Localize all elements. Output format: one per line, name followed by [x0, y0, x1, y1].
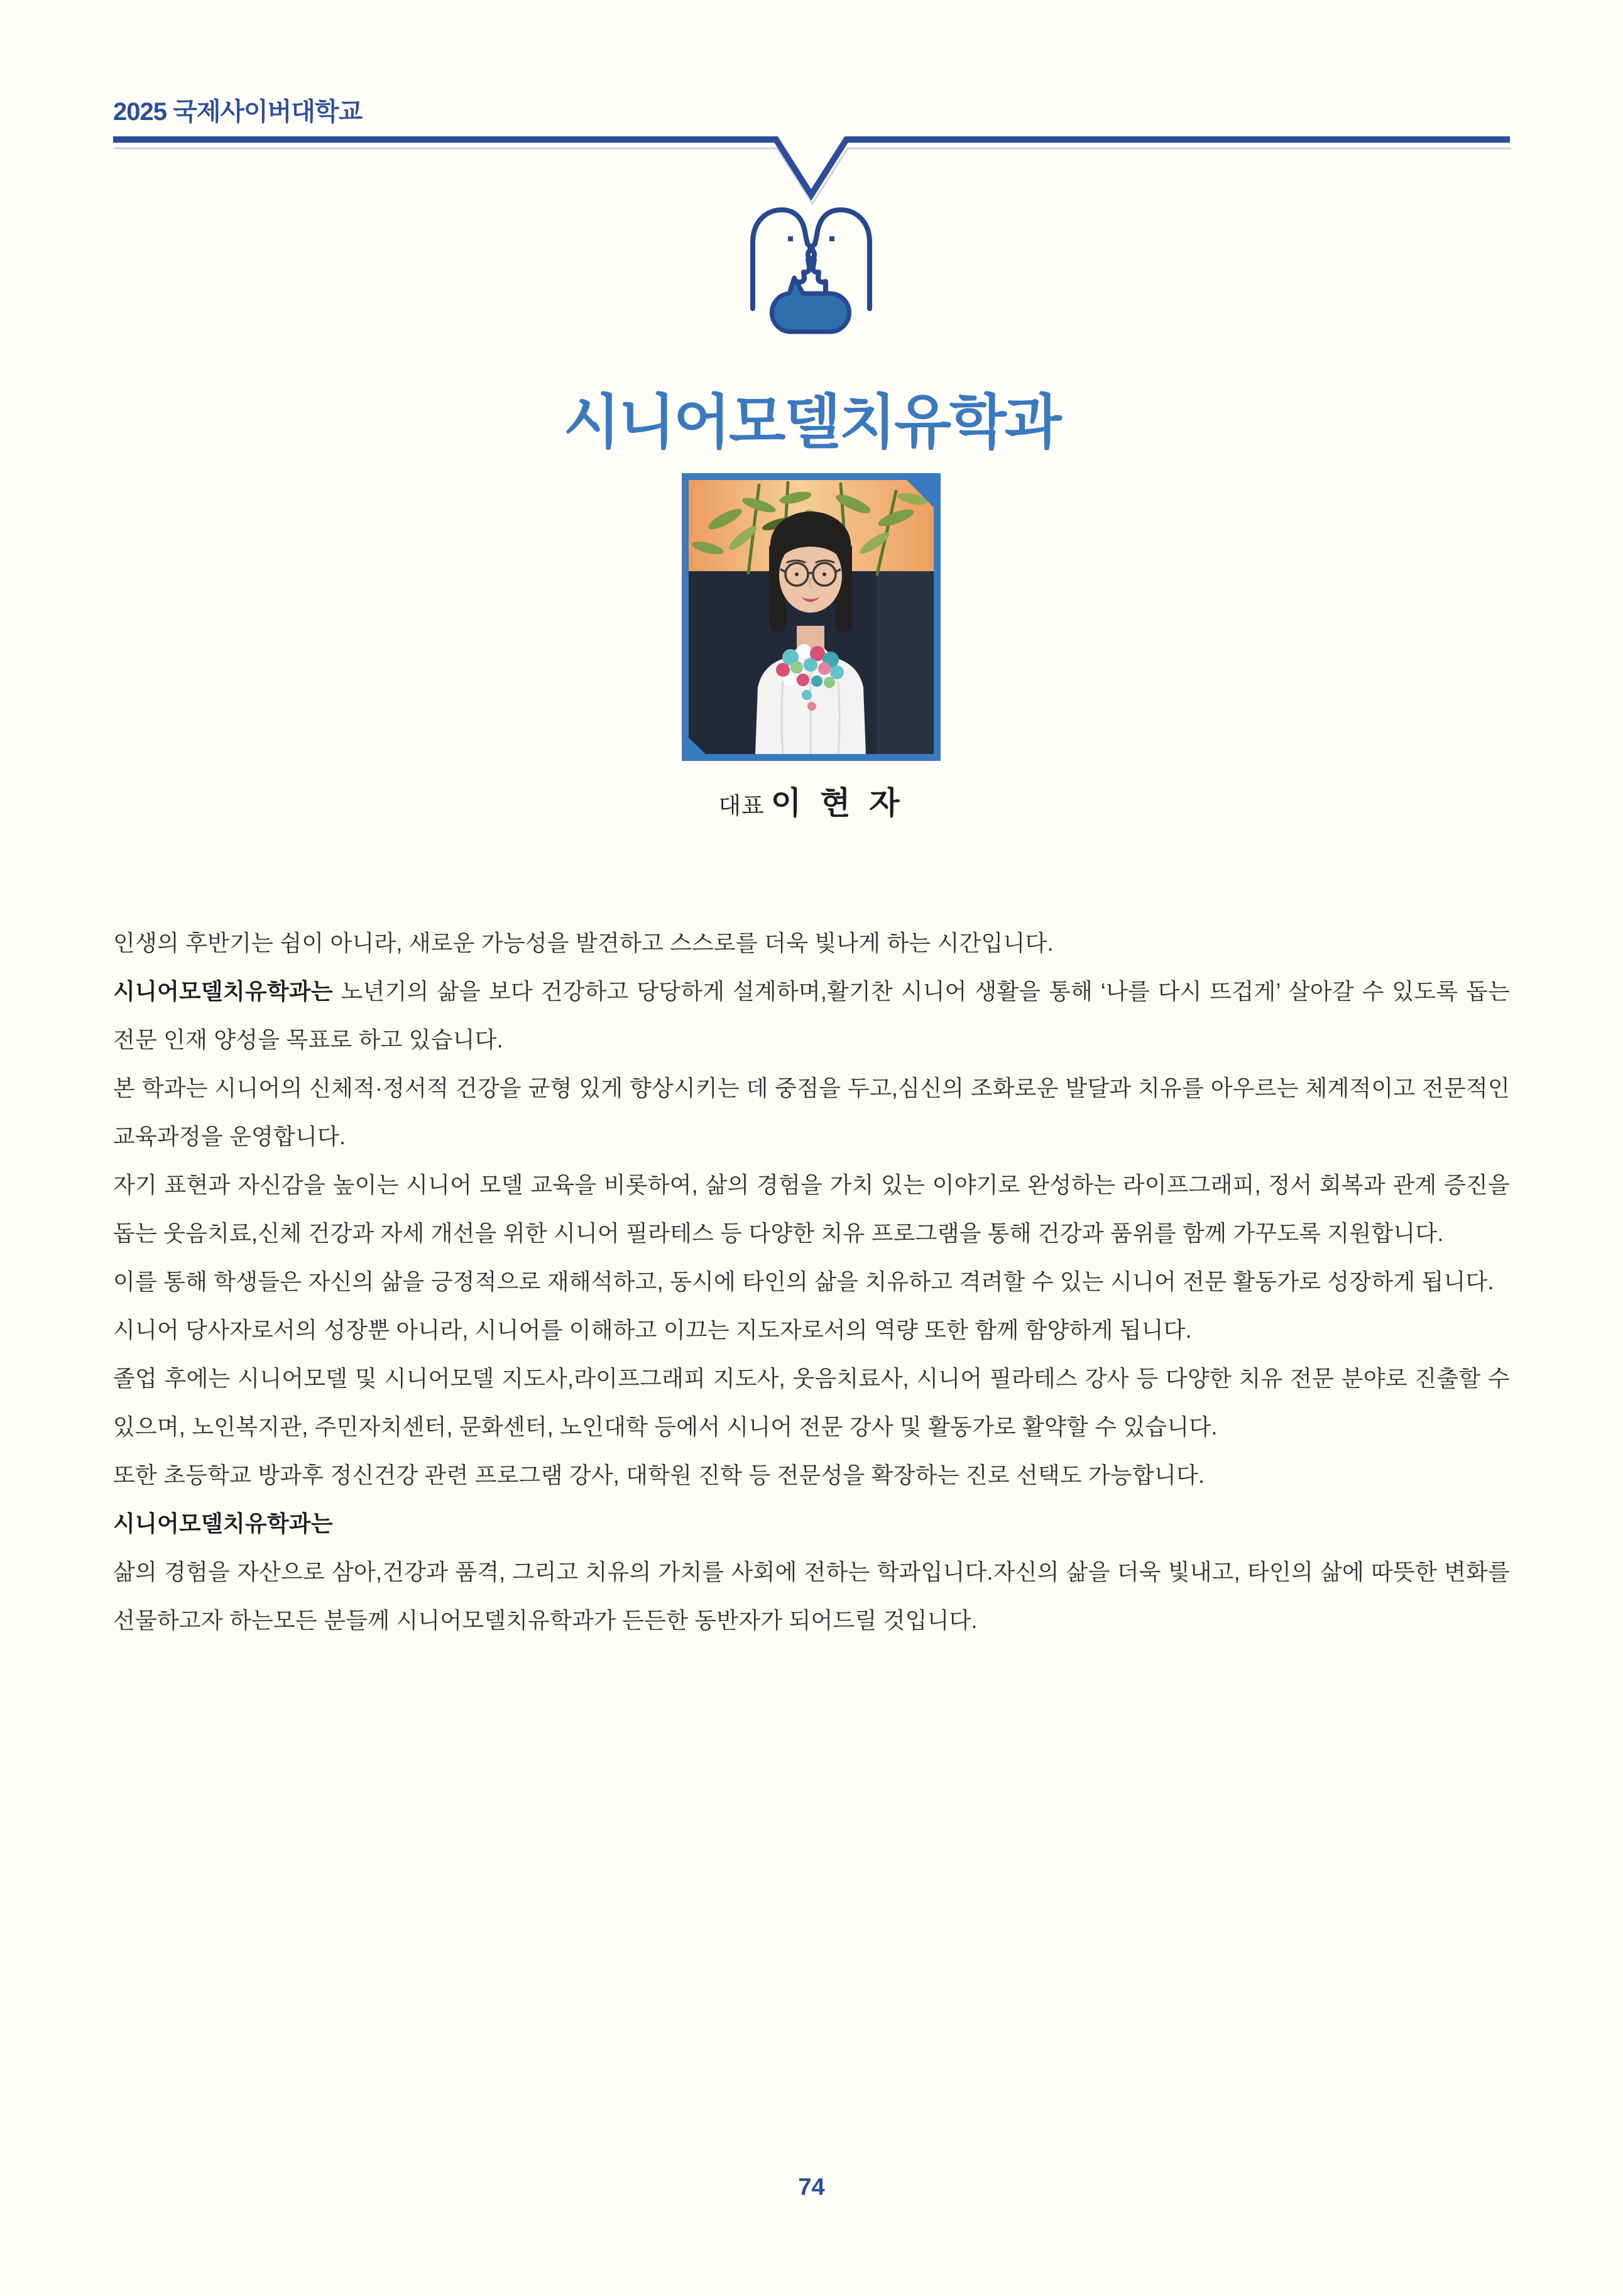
body-paragraph: 졸업 후에는 시니어모델 및 시니어모델 지도사,라이프그래피 지도사, 웃음치료사, 시니어 필라테스 강사 등 다양한 치유 전문 분야로 진출할 수 있으며, 노인복지관, 주민자치센터, 문화센터, 노인대학 등에서 시니어 전문 강사 및 활동가로 활약할 수 있습니다.: [113, 1365, 1510, 1440]
body-text: [113, 919, 1510, 1644]
body-paragraph: 본 학과는 시니어의 신체적·정서적 건강을 균형 있게 향상시키는 데 중점을 두고,심신의 조화로운 발달과 치유를 아우르는 체계적이고 전문적인 교육과정을 운영합니다.: [113, 1075, 1510, 1149]
body-paragraph: 자기 표현과 자신감을 높이는 시니어 모델 교육을 비롯하여, 삶의 경험을 가치 있는 이야기로 완성하는 라이프그래피, 정서 회복과 관계 증진을 돕는 웃음치료,신체 건강과 자세 개선을 위한 시니어 필라테스 등 다양한 치유 프로그램을 통해 건강과 품위를 함께 가꾸도록 지원합니다.: [113, 1172, 1510, 1246]
paragraph-lead-bold: 시니어모델치유학과는: [113, 978, 333, 1004]
caption-role: 대표: [718, 793, 765, 819]
header-brand: 2025 국제사이버대학교: [113, 98, 363, 126]
body-paragraph: 이를 통해 학생들은 자신의 삶을 긍정적으로 재해석하고, 동시에 타인의 삶을 치유하고 격려할 수 있는 시니어 전문 활동가로 성장하게 됩니다.: [113, 1269, 1494, 1294]
body-paragraph: 시니어모델치유학과는 노년기의 삶을 보다 건강하고 당당하게 설계하며,활기찬 시니어 생활을 통해 ‘나를 다시 뜨겁게’ 살아갈 수 있도록 돕는 전문 인재 양성을 목표로 하고 있습니다.: [113, 978, 1511, 1052]
page-number: 74: [798, 2174, 825, 2200]
body-paragraph: [113, 1499, 1510, 1548]
body-paragraph: 또한 초등학교 방과후 정신건강 관련 프로그램 강사, 대학원 진학 등 전문성을 확장하는 진로 선택도 가능합니다.: [113, 1462, 1205, 1488]
caption-name: 이 현 자: [770, 785, 905, 821]
header-divider: [0, 124, 1623, 206]
body-paragraph: 시니어 당사자로서의 성장뿐 아니라, 시니어를 이해하고 이끄는 지도자로서의 역량 또한 함께 함양하게 됩니다.: [113, 1317, 1192, 1343]
profile-photo: [682, 473, 941, 761]
body-paragraph: 삶의 경험을 자산으로 삼아,건강과 품격, 그리고 치유의 가치를 사회에 전하는 학과입니다.자신의 삶을 더욱 빛내고, 타인의 삶에 따뜻한 변화를 선물하고자 하는모든 분들께 시니어모델치유학과가 든든한 동반자가 되어드릴 것입니다.: [113, 1559, 1510, 1633]
photo-illustration: [689, 480, 934, 754]
conversation-icon: [745, 205, 877, 341]
photo-caption: [0, 778, 1623, 823]
body-paragraph: 인생의 후반기는 쉼이 아니라, 새로운 가능성을 발견하고 스스로를 더욱 빛나게 하는 시간입니다.: [113, 930, 1054, 956]
page-title: 시니어모델치유학과: [563, 389, 1060, 455]
paragraph-lead-bold: 시니어모델치유학과는: [113, 1511, 333, 1536]
